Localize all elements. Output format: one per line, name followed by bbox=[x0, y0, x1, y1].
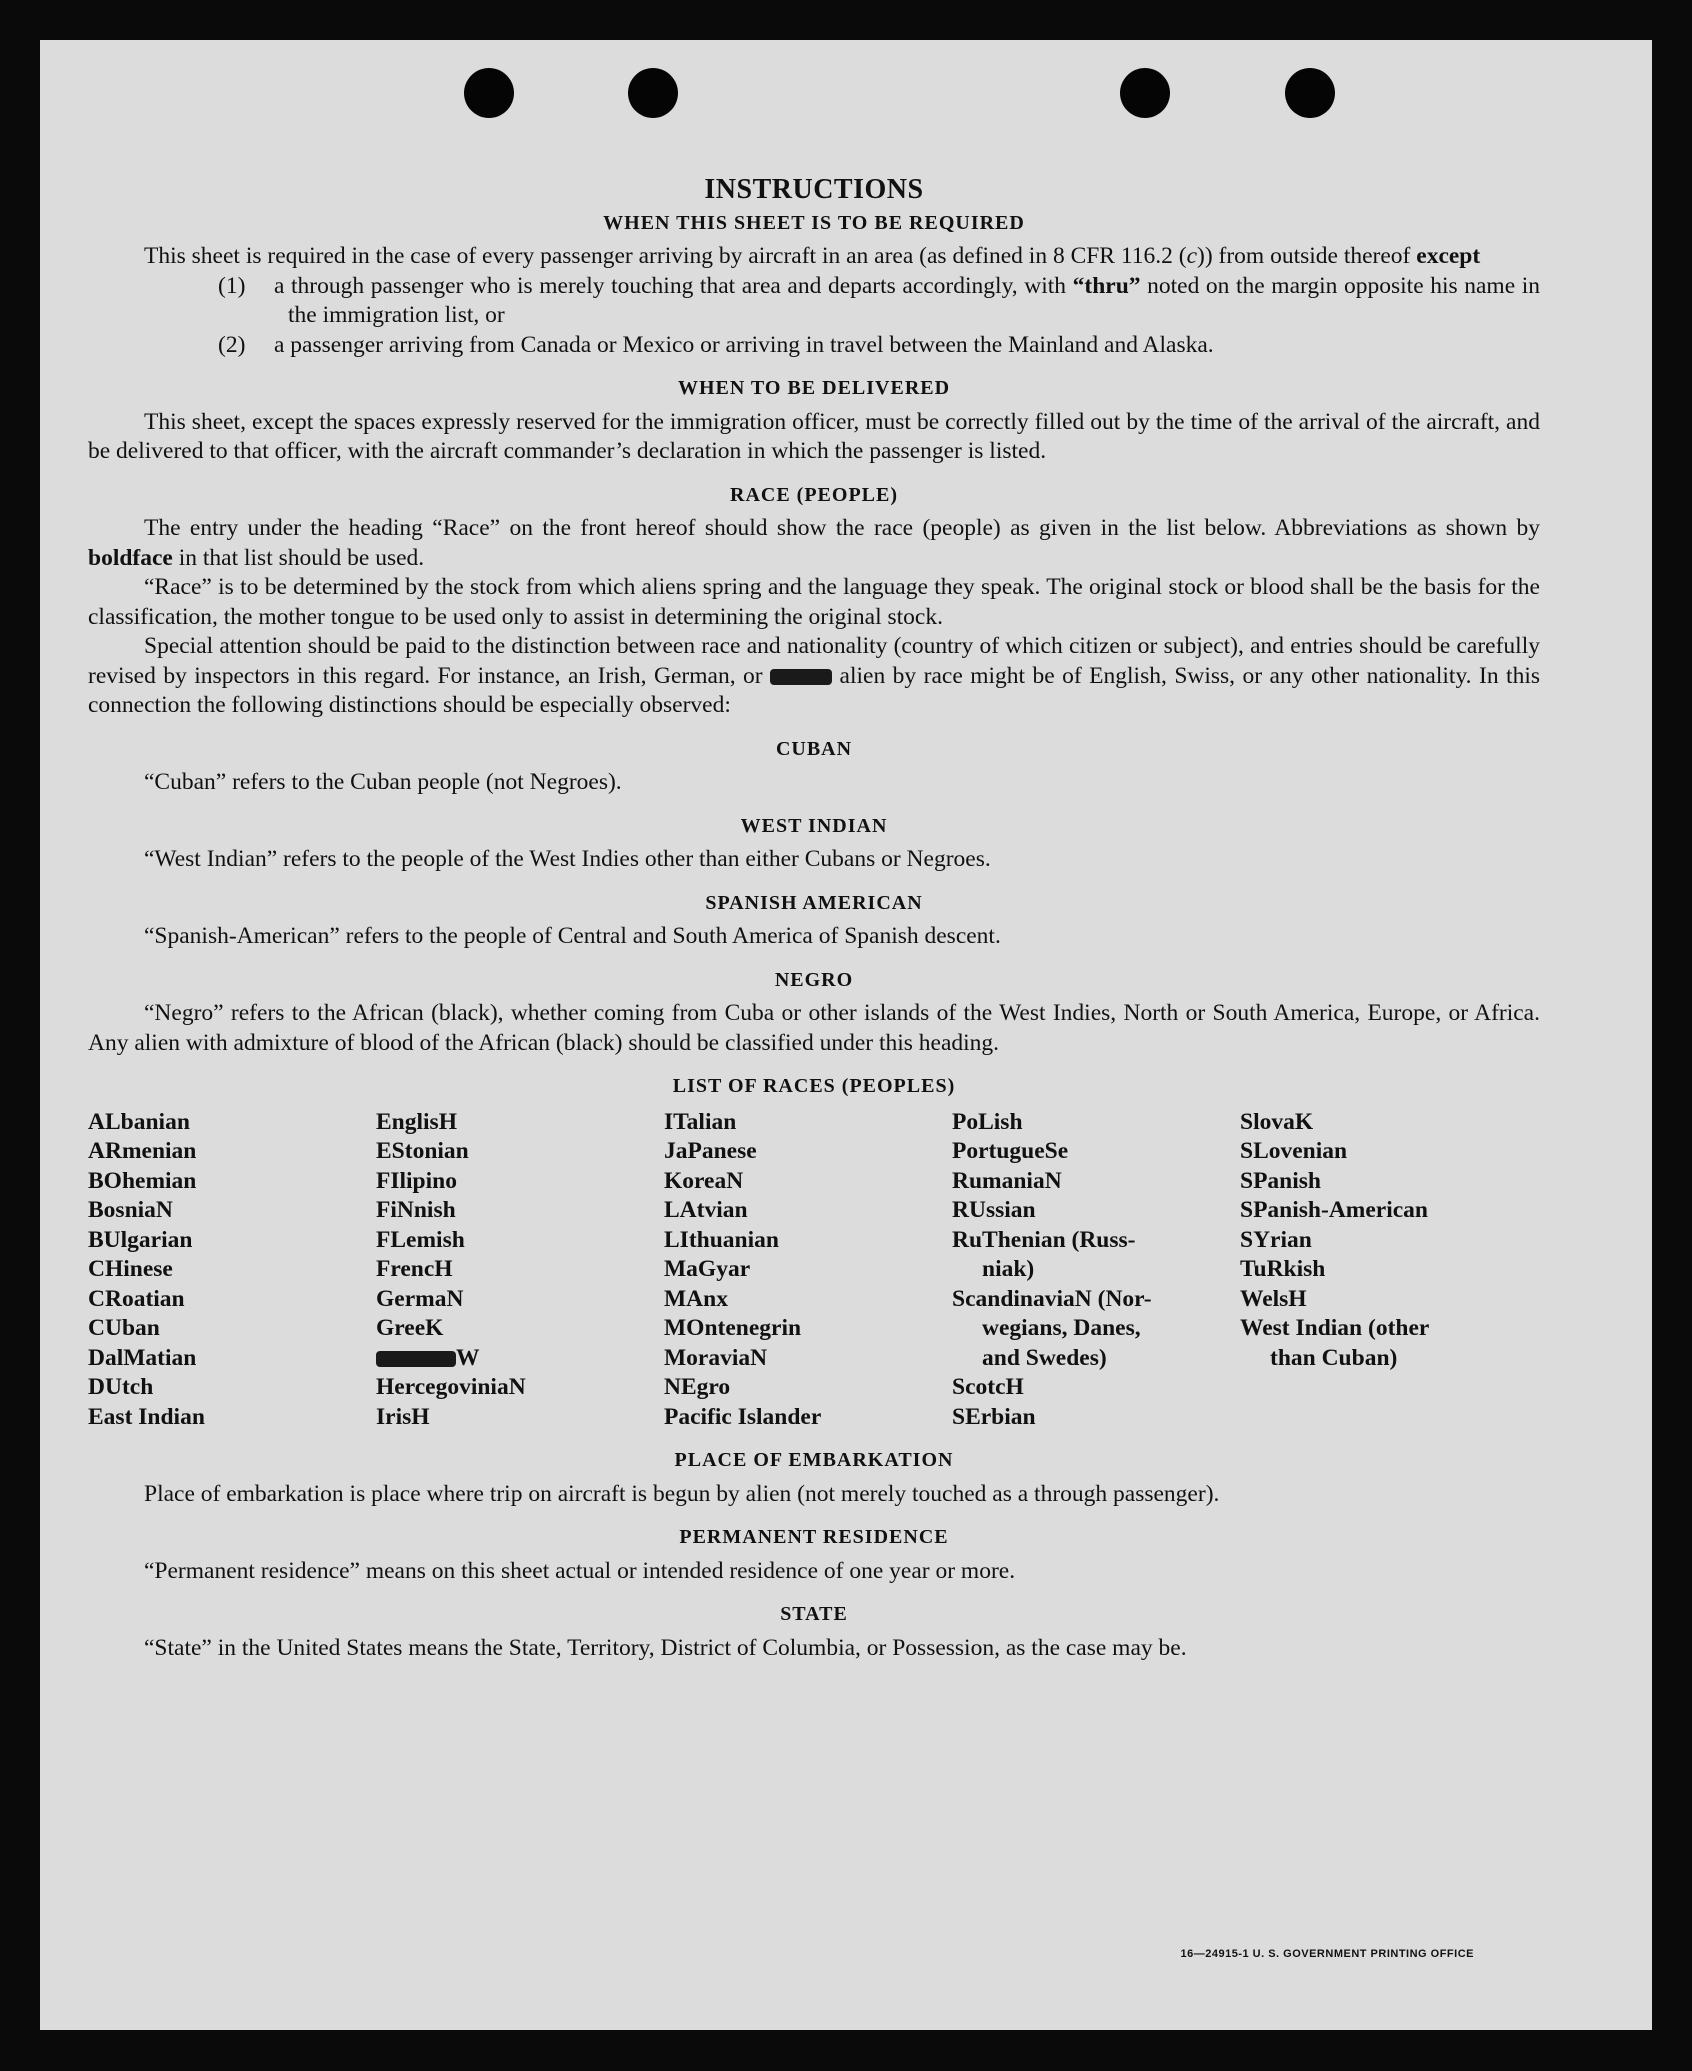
race-entry: ScotcH bbox=[952, 1374, 1024, 1400]
race-entry: ITalian bbox=[664, 1108, 737, 1135]
required-item-2: (2) a passenger arriving from Canada or Mexico or arriving in travel between the Mainland and Alaska. bbox=[218, 331, 1214, 358]
race-entry: GreeK bbox=[376, 1315, 444, 1341]
state-text: “State” in the United States means the State, Territory, District of Columbia, or Possession, as the case may be. bbox=[144, 1634, 1187, 1661]
race-entry: CHinese bbox=[88, 1256, 173, 1282]
races-list bbox=[88, 1108, 1540, 1433]
race-entry: SPanish bbox=[1240, 1167, 1321, 1194]
race-entry: GermaN bbox=[376, 1285, 464, 1312]
section-heading-negro: NEGRO bbox=[774, 968, 854, 991]
punch-hole bbox=[464, 68, 514, 118]
race-entry: ALbanian bbox=[88, 1108, 190, 1135]
race-entry: PortugueSe bbox=[952, 1138, 1069, 1164]
race-entry: MoraviaN bbox=[664, 1344, 768, 1371]
race-entry: than Cuban) bbox=[1270, 1344, 1398, 1371]
races-column-4 bbox=[952, 1108, 1240, 1433]
race-entry: EStonian bbox=[376, 1138, 469, 1164]
document-page bbox=[40, 40, 1652, 2030]
race-entry bbox=[376, 1344, 664, 1374]
race-entry: EnglisH bbox=[376, 1108, 457, 1135]
instructions-content bbox=[88, 175, 1540, 1663]
race-entry: RumaniaN bbox=[952, 1167, 1062, 1194]
races-column-2 bbox=[376, 1108, 664, 1433]
race-entry-text: W bbox=[456, 1344, 480, 1371]
race-entry: HercegoviniaN bbox=[376, 1374, 526, 1400]
race-entry: SYrian bbox=[1240, 1226, 1312, 1253]
race-entry: JaPanese bbox=[664, 1138, 757, 1164]
redaction-mark bbox=[770, 669, 832, 685]
race-entry: KoreaN bbox=[664, 1167, 744, 1194]
race-entry: RUssian bbox=[952, 1197, 1036, 1223]
race-entry: WelsH bbox=[1240, 1285, 1307, 1312]
redaction-mark bbox=[376, 1351, 456, 1367]
race-entry: CRoatian bbox=[88, 1285, 185, 1312]
races-column-3 bbox=[664, 1108, 952, 1433]
section-heading-west-indian: WEST INDIAN bbox=[740, 814, 888, 837]
required-item-1: (1) a through passenger who is merely touching that area and departs accordingly, with “thru” noted on the margin opposite his name in the immigration list, or bbox=[218, 272, 1540, 328]
section-heading-cuban: CUBAN bbox=[775, 737, 853, 760]
delivered-text: This sheet, except the spaces expressly reserved for the immigration officer, must be correctly filled out by the time of the arrival of the aircraft, and be delivered to that officer, with the aircraft commander’s declaration in which the passenger is listed. bbox=[88, 408, 1540, 464]
race-entry: BUlgarian bbox=[88, 1226, 193, 1253]
race-entry: SlovaK bbox=[1240, 1108, 1314, 1135]
race-entry: SPanish-American bbox=[1240, 1197, 1428, 1223]
embarkation-text: Place of embarkation is place where trip on aircraft is begun by alien (not merely touched as a through passenger). bbox=[144, 1480, 1220, 1507]
section-heading-delivered: WHEN TO BE DELIVERED bbox=[677, 377, 951, 399]
section-heading-spanish-american: SPANISH AMERICAN bbox=[705, 891, 923, 914]
race-entry: DalMatian bbox=[88, 1344, 197, 1371]
race-entry: PoLish bbox=[952, 1108, 1023, 1135]
west-indian-text: “West Indian” refers to the people of the West Indies other than either Cubans or Negroes. bbox=[144, 846, 991, 872]
printing-office-code: 16—24915-1 U. S. GOVERNMENT PRINTING OFFICE bbox=[1180, 1948, 1474, 1960]
race-entry: East Indian bbox=[88, 1403, 205, 1430]
race-entry: BOhemian bbox=[88, 1167, 197, 1194]
race-entry: Pacific Islander bbox=[664, 1403, 822, 1430]
race-entry: DUtch bbox=[88, 1374, 154, 1400]
race-entry: CUban bbox=[88, 1315, 160, 1341]
section-heading-state: STATE bbox=[780, 1603, 848, 1625]
race-entry: MOntenegrin bbox=[664, 1315, 802, 1341]
race-entry: NEgro bbox=[664, 1374, 731, 1400]
race-paragraph-3: Special attention should be paid to the distinction between race and nationality (country of which citizen or subject), and entries should be carefully revised by inspectors in this regard. For instance, an Irish, German, or alien by race might be of English, Swiss, or any other nationality. In this connection the following distinctions should be especially observed: bbox=[88, 633, 1540, 718]
spanish-american-text: “Spanish-American” refers to the people of Central and South America of Spanish descent. bbox=[144, 923, 1001, 949]
race-entry: FIlipino bbox=[376, 1167, 457, 1194]
race-entry: ScandinaviaN (Nor- bbox=[952, 1285, 1152, 1312]
race-entry: wegians, Danes, bbox=[982, 1315, 1141, 1341]
race-paragraph-2: “Race” is to be determined by the stock from which aliens spring and the language they speak. The original stock or blood shall be the basis for the classification, the mother tongue to be used only to assist in determining the original stock. bbox=[88, 574, 1540, 630]
section-heading-required: WHEN THIS SHEET IS TO BE REQUIRED bbox=[603, 211, 1025, 234]
section-heading-races: LIST OF RACES (PEOPLES) bbox=[672, 1075, 956, 1097]
cuban-text: “Cuban” refers to the Cuban people (not Negroes). bbox=[144, 769, 622, 795]
race-entry: IrisH bbox=[376, 1403, 430, 1430]
race-entry: SErbian bbox=[952, 1403, 1036, 1430]
race-entry: FrencH bbox=[376, 1256, 453, 1282]
race-entry: niak) bbox=[982, 1256, 1035, 1282]
race-entry: BosniaN bbox=[88, 1197, 173, 1223]
residence-text: “Permanent residence” means on this sheet actual or intended residence of one year or more. bbox=[144, 1557, 1016, 1584]
race-entry: SLovenian bbox=[1240, 1138, 1348, 1164]
race-entry: and Swedes) bbox=[982, 1344, 1107, 1371]
race-entry: TuRkish bbox=[1240, 1256, 1326, 1282]
required-intro: This sheet is required in the case of every passenger arriving by aircraft in an area (as defined in 8 CFR 116.2 (c)) from outside thereof except bbox=[144, 243, 1481, 269]
race-entry: LIthuanian bbox=[664, 1226, 779, 1253]
race-entry: MaGyar bbox=[664, 1256, 751, 1282]
page-title: INSTRUCTIONS bbox=[704, 174, 924, 205]
race-entry: LAtvian bbox=[664, 1197, 748, 1223]
punch-hole bbox=[1285, 68, 1335, 118]
race-paragraph-1: The entry under the heading “Race” on the front hereof should show the race (people) as given in the list below. Abbreviations as shown by boldface in that list should be used. bbox=[88, 515, 1540, 571]
race-entry: MAnx bbox=[664, 1285, 728, 1312]
race-entry: West Indian (other bbox=[1240, 1315, 1430, 1341]
races-column-1 bbox=[88, 1108, 376, 1433]
race-entry: RuThenian (Russ- bbox=[952, 1226, 1136, 1253]
section-heading-embarkation: PLACE OF EMBARKATION bbox=[674, 1449, 954, 1471]
section-heading-residence: PERMANENT RESIDENCE bbox=[679, 1526, 949, 1548]
race-entry: ARmenian bbox=[88, 1138, 197, 1164]
race-entry: FLemish bbox=[376, 1226, 465, 1253]
races-column-5 bbox=[1240, 1108, 1528, 1433]
race-entry: FiNnish bbox=[376, 1197, 456, 1223]
punch-hole bbox=[1120, 68, 1170, 118]
punch-hole bbox=[628, 68, 678, 118]
section-heading-race: RACE (PEOPLE) bbox=[730, 483, 898, 506]
negro-text: “Negro” refers to the African (black), whether coming from Cuba or other islands of the West Indies, North or South America, Europe, or Africa. Any alien with admixture of blood of the African (black) should be classified under this heading. bbox=[88, 1000, 1540, 1056]
